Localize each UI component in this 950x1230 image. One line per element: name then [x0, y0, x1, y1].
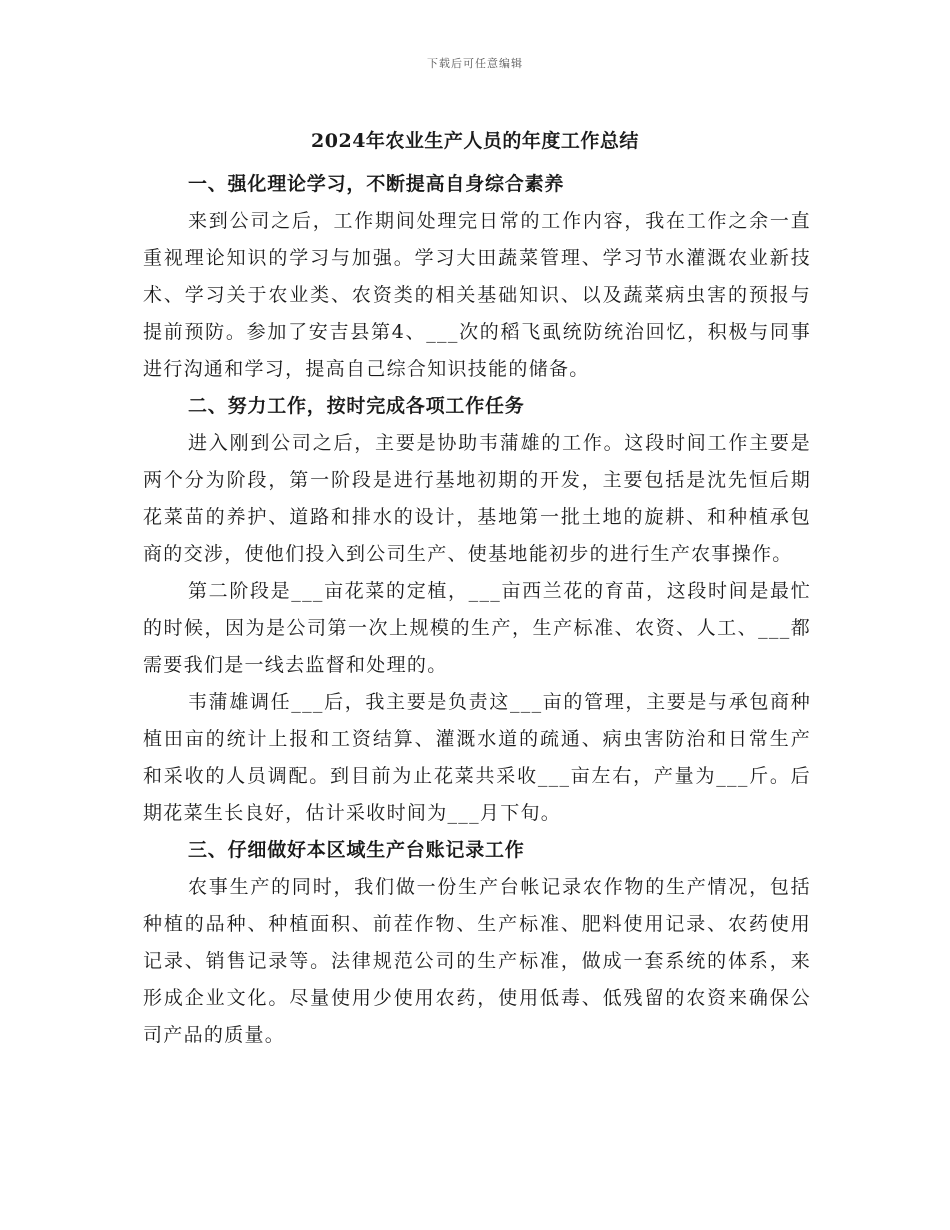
section-3 [143, 832, 811, 1054]
section-heading: 一、强化理论学习，不断提高自身综合素养 [188, 173, 565, 195]
section-1 [143, 166, 811, 388]
paragraph: 韦蒲雄调任___后，我主要是负责这___亩的管理，主要是与承包商种植田亩的统计上报和工资结算、灌溉水道的疏通、病虫害防治和日常生产和采收的人员调配。到目前为止花菜共采收___亩左右，产量为___斤。后期花菜生长良好，估计采收时间为___月下旬。 [143, 691, 811, 824]
paragraph: 来到公司之后，工作期间处理完日常的工作内容，我在工作之余一直重视理论知识的学习与加强。学习大田蔬菜管理、学习节水灌溉农业新技术、学习关于农业类、农资类的相关基础知识、以及蔬菜病虫害的预报与提前预防。参加了安吉县第4、___次的稻飞虱统防统治回忆，积极与同事进行沟通和学习，提高自己综合知识技能的储备。 [143, 210, 811, 380]
paragraph: 第二阶段是___亩花菜的定植，___亩西兰花的育苗，这段时间是最忙的时候，因为是公司第一次上规模的生产，生产标准、农资、人工、___都需要我们是一线去监督和处理的。 [143, 580, 811, 676]
section-heading: 三、仔细做好本区域生产台账记录工作 [188, 839, 525, 861]
document-body [143, 166, 811, 1054]
paragraph: 农事生产的同时，我们做一份生产台帐记录农作物的生产情况，包括种植的品种、种植面积、前茬作物、生产标准、肥料使用记录、农药使用记录、销售记录等。法律规范公司的生产标准，做成一套系统的体系，来形成企业文化。尽量使用少使用农药，使用低毒、低残留的农资来确保公司产品的质量。 [143, 876, 811, 1046]
header-note: 下载后可任意编辑 [427, 57, 523, 70]
section-heading: 二、努力工作，按时完成各项工作任务 [188, 395, 525, 417]
section-2 [143, 388, 811, 832]
paragraph: 进入刚到公司之后，主要是协助韦蒲雄的工作。这段时间工作主要是两个分为阶段，第一阶段是进行基地初期的开发，主要包括是沈先恒后期花菜苗的养护、道路和排水的设计，基地第一批土地的旋耕、和种植承包商的交涉，使他们投入到公司生产、使基地能初步的进行生产农事操作。 [143, 432, 811, 565]
document-title: 2024年农业生产人员的年度工作总结 [311, 130, 639, 152]
